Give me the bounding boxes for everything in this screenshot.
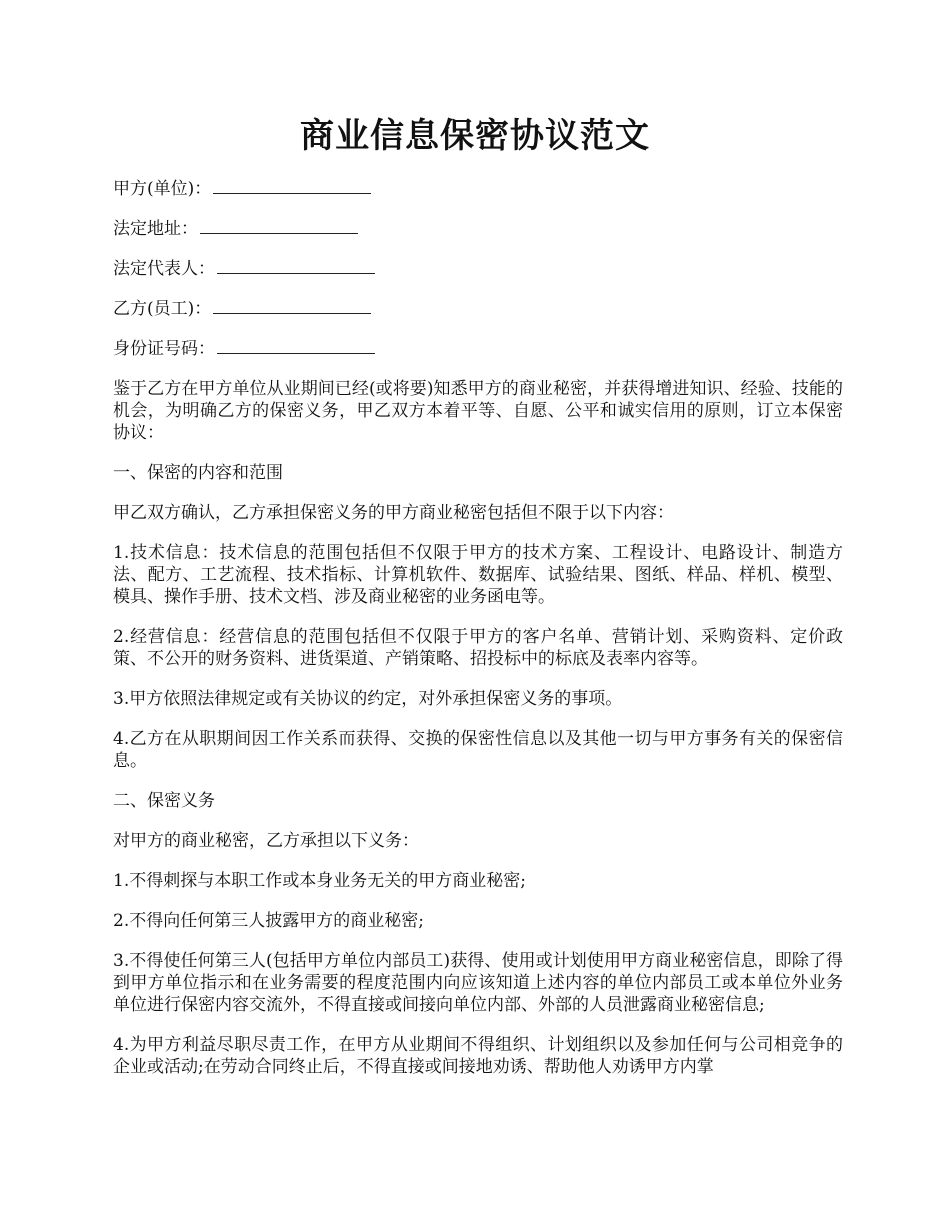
clause-item: 1.不得刺探与本职工作或本身业务无关的甲方商业秘密; <box>113 871 526 891</box>
clause-item: 4.乙方在从职期间因工作关系而获得、交换的保密性信息以及其他一切与甲方事务有关的保密信息。 <box>113 729 843 771</box>
clause-item: 3.甲方依照法律规定或有关协议的约定，对外承担保密义务的事项。 <box>113 689 623 709</box>
blank-line <box>213 179 371 194</box>
field-id-number <box>113 338 843 360</box>
section-heading: 一、保密的内容和范围 <box>113 463 283 483</box>
section-heading: 二、保密义务 <box>113 791 215 811</box>
field-label: 甲方(单位)： <box>113 179 212 199</box>
field-label: 乙方(员工)： <box>113 299 212 319</box>
clause-item: 1.技术信息：技术信息的范围包括但不仅限于甲方的技术方案、工程设计、电路设计、制造方法、配方、工艺流程、技术指标、计算机软件、数据库、试验结果、图纸、样品、样机、模型、模具、操作手册、技术文档、涉及商业秘密的业务函电等。 <box>113 543 843 607</box>
field-party-b <box>113 298 843 320</box>
field-label: 身份证号码： <box>113 339 215 359</box>
blank-line <box>213 299 371 314</box>
preamble-paragraph: 鉴于乙方在甲方单位从业期间已经(或将要)知悉甲方的商业秘密，并获得增进知识、经验、技能的机会，为明确乙方的保密义务，甲乙双方本着平等、自愿、公平和诚实信用的原则，订立本保密协议： <box>113 379 843 443</box>
document-body <box>113 178 843 1096</box>
field-label: 法定代表人： <box>113 259 215 279</box>
blank-line <box>200 219 358 234</box>
document-title: 商业信息保密协议范文 <box>300 116 650 156</box>
clause-item: 3.不得使任何第三人(包括甲方单位内部员工)获得、使用或计划使用甲方商业秘密信息，即除了得到甲方单位指示和在业务需要的程度范围内向应该知道上述内容的单位内部员工或本单位外业务单位进行保密内容交流外，不得直接或间接向单位内部、外部的人员泄露商业秘密信息; <box>113 951 843 1015</box>
section-intro: 对甲方的商业秘密，乙方承担以下义务： <box>113 831 419 851</box>
field-label: 法定地址： <box>113 219 198 239</box>
field-party-a <box>113 178 843 200</box>
clause-item: 4.为甲方利益尽职尽责工作，在甲方从业期间不得组织、计划组织以及参加任何与公司相竞争的企业或活动;在劳动合同终止后，不得直接或间接地劝诱、帮助他人劝诱甲方内掌 <box>113 1035 843 1077</box>
clause-item: 2.不得向任何第三人披露甲方的商业秘密; <box>113 911 424 931</box>
blank-line <box>217 339 375 354</box>
field-legal-representative <box>113 258 843 280</box>
blank-line <box>217 259 375 274</box>
section-intro: 甲乙双方确认，乙方承担保密义务的甲方商业秘密包括但不限于以下内容： <box>113 503 674 523</box>
field-legal-address <box>113 218 843 240</box>
clause-item: 2.经营信息：经营信息的范围包括但不仅限于甲方的客户名单、营销计划、采购资料、定价政策、不公开的财务资料、进货渠道、产销策略、招投标中的标底及表率内容等。 <box>113 627 843 669</box>
